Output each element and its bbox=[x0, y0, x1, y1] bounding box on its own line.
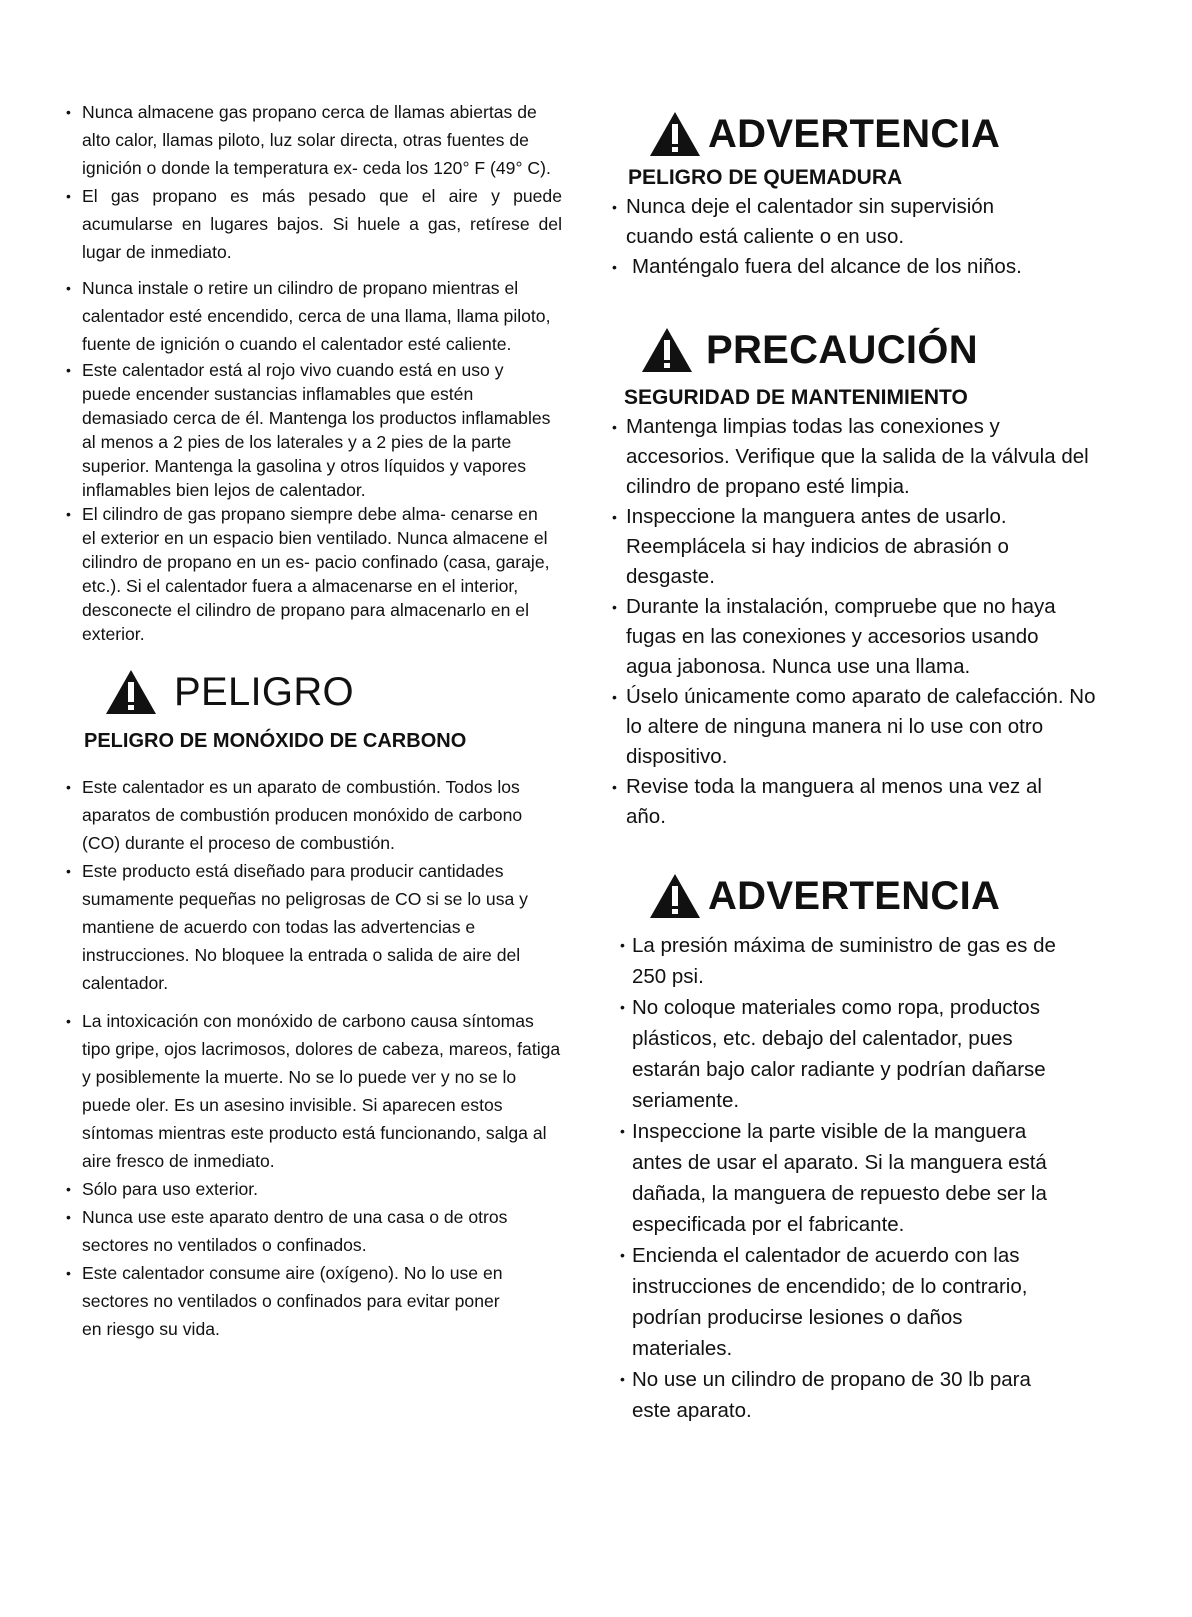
warning-heading bbox=[648, 110, 1110, 158]
list-item bbox=[62, 98, 562, 182]
warning-title: ADVERTENCIA bbox=[708, 873, 1001, 918]
list-item bbox=[62, 1175, 562, 1203]
warning-heading bbox=[648, 872, 1110, 920]
bullet-text: • El gas propano es más pesado que el aire y puede acumularse en lugares bajos. Si huele a gas, retírese del lugar de inmediato. bbox=[82, 186, 562, 262]
caution-subtitle: SEGURIDAD DE MANTENIMIENTO bbox=[624, 386, 968, 409]
caution-heading bbox=[640, 326, 1110, 374]
list-item bbox=[618, 992, 1072, 1116]
bullet-text: Nunca deje el calentador sin supervisión cuando está caliente o en uso. bbox=[626, 195, 995, 248]
bullet-text: Revise toda la manguera al menos una vez al año. bbox=[626, 775, 1042, 828]
list-item bbox=[610, 592, 1076, 682]
list-item bbox=[62, 274, 562, 358]
warning-triangle-icon bbox=[648, 872, 702, 920]
bullet-text: No coloque materiales como ropa, productos plásticos, etc. debajo del calentador, pues estarán bajo calor radiante y podrían dañarse seriamente. bbox=[632, 996, 1046, 1112]
bullet-text: Inspeccione la parte visible de la manguera antes de usar el aparato. Si la manguera está dañada, la manguera de repuesto debe ser la especificada por el fabricante. bbox=[632, 1120, 1047, 1236]
warning-title: ADVERTENCIA bbox=[708, 111, 1001, 156]
list-item bbox=[610, 772, 1076, 832]
list-item bbox=[618, 1240, 1062, 1364]
bullet-text: Úselo únicamente como aparato de calefacción. No lo altere de ninguna manera ni lo use con otro dispositivo. bbox=[626, 685, 1096, 768]
bullet-text: Manténgalo fuera del alcance de los niños. bbox=[632, 255, 1022, 278]
warning-triangle-icon bbox=[104, 668, 158, 716]
right-column bbox=[610, 110, 1110, 1426]
list-item bbox=[62, 1259, 522, 1343]
bullet-text: Mantenga limpias todas las conexiones y accesorios. Verifique que la salida de la válvula del cilindro de propano esté limpia. bbox=[626, 415, 1089, 498]
list-item bbox=[62, 773, 562, 857]
bullet-text: • Nunca instale o retire un cilindro de propano mientras el calentador esté encendido, cerca de una llama, llama piloto, fuente de ignición o cuando el calentador esté caliente. bbox=[82, 278, 551, 354]
warning-triangle-icon bbox=[648, 110, 702, 158]
list-item bbox=[62, 1007, 562, 1175]
list-item bbox=[62, 1203, 522, 1259]
list-item bbox=[62, 502, 552, 646]
bullet-text: • Este calentador es un aparato de combustión. Todos los aparatos de combustión producen monóxido de carbono (CO) durante el proceso de combustión. bbox=[82, 777, 523, 853]
caution-title: PRECAUCIÓN bbox=[706, 327, 978, 372]
bullet-text: • El cilindro de gas propano siempre debe alma- cenarse en el exterior en un espacio bien ventilado. Nunca almacene el cilindro de propano en un es- pacio confinado (casa, garaje, etc.). Si el calentador fuera a almacenarse en el interior, desconecte el cilindro de propano para almacenarlo en el exterior. bbox=[82, 504, 550, 644]
warning-triangle-icon bbox=[640, 326, 694, 374]
bullet-text: Inspeccione la manguera antes de usarlo. Reemplácela si hay indicios de abrasión o desgaste. bbox=[626, 505, 1009, 588]
warning-subtitle: PELIGRO DE QUEMADURA bbox=[628, 166, 903, 189]
bullet-text: • Sólo para uso exterior. bbox=[82, 1179, 259, 1199]
bullet-text: • La intoxicación con monóxido de carbono causa síntomas tipo gripe, ojos lacrimosos, dolores de cabeza, mareos, fatiga y posiblemente la muerte. No se lo puede ver y no se lo puede oler. Es un asesino invisible. Si aparecen estos síntomas mientras este producto está funcionando, salga al aire fresco de inmediato. bbox=[82, 1011, 561, 1171]
bullet-text: Durante la instalación, compruebe que no haya fugas en las conexiones y accesorios usando agua jabonosa. Nunca use una llama. bbox=[626, 595, 1056, 678]
list-item bbox=[610, 252, 1102, 282]
bullet-text: No use un cilindro de propano de 30 lb para este aparato. bbox=[632, 1368, 1031, 1422]
bullet-text: • Nunca use este aparato dentro de una casa o de otros sectores no ventilados o confinados. bbox=[82, 1207, 508, 1255]
list-item bbox=[618, 1116, 1072, 1240]
list-item bbox=[610, 502, 1046, 592]
list-item bbox=[618, 930, 1062, 992]
bullet-text: La presión máxima de suministro de gas es de 250 psi. bbox=[632, 934, 1056, 988]
danger-heading bbox=[104, 668, 582, 716]
danger-subtitle: PELIGRO DE MONÓXIDO DE CARBONO bbox=[84, 730, 467, 752]
bullet-text: • Este calentador está al rojo vivo cuando está en uso y puede encender sustancias inflamables que estén demasiado cerca de él. Mantenga los productos inflamables al menos a 2 pies de los laterales y a 2 pies de la parte superior. Mantenga la gasolina y otros líquidos y vapores inflamables bien lejos de calentador. bbox=[82, 360, 551, 500]
bullet-text: • Este calentador consume aire (oxígeno). No lo use en sectores no ventilados o confinados para evitar poner en riesgo su vida. bbox=[82, 1263, 503, 1339]
list-item bbox=[62, 182, 562, 266]
list-item bbox=[62, 358, 552, 502]
bullet-text: Encienda el calentador de acuerdo con las instrucciones de encendido; de lo contrario, podrían producirse lesiones o daños materiales. bbox=[632, 1244, 1028, 1360]
bullet-text: • Este producto está diseñado para producir cantidades sumamente pequeñas no peligrosas de CO si se lo usa y mantiene de acuerdo con todas las advertencias e instrucciones. No bloquee la entrada o salida de aire del calentador. bbox=[82, 861, 528, 993]
list-item bbox=[610, 192, 1046, 252]
danger-title: PELIGRO bbox=[174, 669, 354, 714]
list-item bbox=[610, 682, 1096, 772]
list-item bbox=[618, 1364, 1032, 1426]
list-item bbox=[62, 857, 562, 997]
bullet-text: • Nunca almacene gas propano cerca de llamas abiertas de alto calor, llamas piloto, luz solar directa, otras fuentes de ignición o donde la temperatura ex- ceda los 120° F (49° C). bbox=[82, 102, 551, 178]
list-item bbox=[610, 412, 1096, 502]
left-column bbox=[62, 98, 582, 1343]
